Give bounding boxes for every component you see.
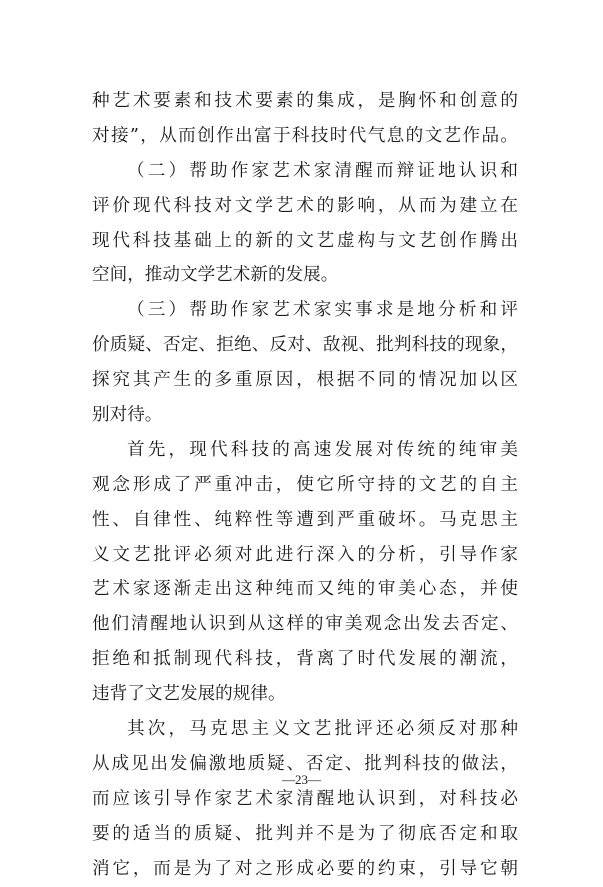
text-line: （三）帮助作家艺术家实事求是地分析和评 xyxy=(127,300,518,321)
text-line: 其次，马克思主义文艺批评还必须反对那种 xyxy=(127,719,518,740)
page-number: —23— xyxy=(282,772,321,787)
body-text xyxy=(92,84,518,886)
text-line: （二）帮助作家艺术家清醒而辩证地认识和 xyxy=(127,160,518,181)
text-line: 消它，而是为了对之形成必要的约束，引导它朝 xyxy=(92,858,518,879)
text-line: 违背了文艺发展的规律。 xyxy=(92,684,286,705)
text-line: 艺术家逐渐走出这种纯而又纯的审美心态，并使 xyxy=(92,579,518,600)
text-line: 现代科技基础上的新的文艺虚构与文艺创作腾出 xyxy=(92,230,518,251)
text-line: 观念形成了严重冲击，使它所守持的文艺的自主 xyxy=(92,474,518,495)
text-line: 义文艺批评必须对此进行深入的分析，引导作家 xyxy=(92,544,518,565)
text-line: 性、自律性、纯粹性等遭到严重破坏。马克思主 xyxy=(92,509,518,530)
text-line: 评价现代科技对文学艺术的影响，从而为建立在 xyxy=(92,195,518,216)
text-line: 空间，推动文学艺术新的发展。 xyxy=(92,265,339,286)
text-line: 别对待。 xyxy=(92,405,163,426)
text-line: 探究其产生的多重原因，根据不同的情况加以区 xyxy=(92,370,518,391)
text-line: 首先，现代科技的高速发展对传统的纯审美 xyxy=(127,439,518,460)
text-line: 种艺术要素和技术要素的集成，是胸怀和创意的 xyxy=(92,91,518,111)
text-line: 价质疑、否定、拒绝、反对、敌视、批判科技的现象， xyxy=(92,335,518,356)
text-line: 对接”，从而创作出富于科技时代气息的文艺作品。 xyxy=(92,125,518,146)
text-line: 他们清醒地认识到从这样的审美观念出发去否定、 xyxy=(92,614,518,635)
text-line: 拒绝和抵制现代科技，背离了时代发展的潮流， xyxy=(92,649,518,670)
text-line: 而应该引导作家艺术家清醒地认识到，对科技必 xyxy=(92,788,518,809)
text-line: 要的适当的质疑、批判并不是为了彻底否定和取 xyxy=(92,823,518,844)
text-line: 从成见出发偏激地质疑、否定、批判科技的做法， xyxy=(92,753,518,774)
